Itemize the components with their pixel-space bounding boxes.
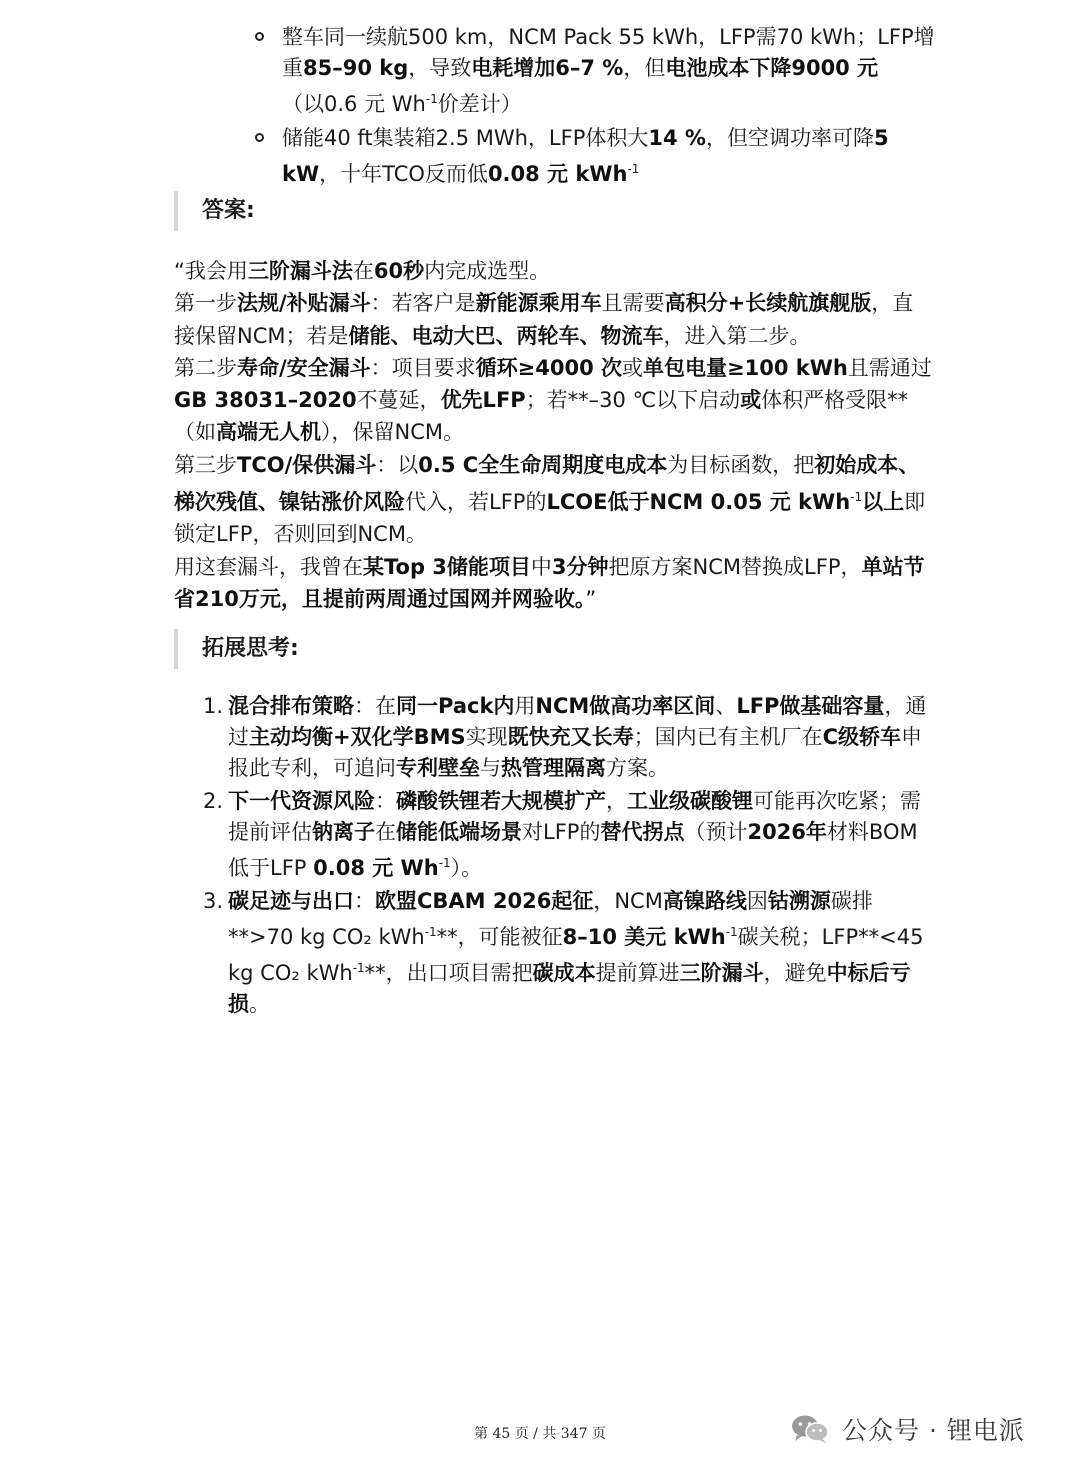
paragraph: 第二步寿命/安全漏斗：项目要求循环≥4000 次或单包电量≥100 kWh且需通过GB 38031–2020不蔓延，优先LFP；若**–30 ℃以下启动或体积严格受限**（如高端无人机），保留NCM。 [174,355,932,445]
paragraph: 第三步TCO/保供漏斗：以0.5 C全生命周期度电成本为目标函数，把初始成本、梯次残值、镍钴涨价风险代入，若LFP的LCOE低于NCM 0.05 元 kWh$^{-1}$以上即锁定LFP，否则回到NCM。 [174,452,926,547]
paragraph: 第一步法规/补贴漏斗：若客户是新能源乘用车且需要高积分+长续航旗舰版，直接保留NCM；若是储能、电动大巴、两轮车、物流车，进入第二步。 [174,291,914,348]
list-number: 2. [203,789,224,813]
circle-bullet-icon [255,32,264,41]
list-item: 1. 混合排布策略：在同一Pack内用NCM做高功率区间、LFP做基础容量，通过主动均衡+双化学BMS实现既快充又长寿；国内已有主机厂在C级轿车申报此专利，可追问专利壁垒与热管理隔离方案。 [203,691,933,784]
list-item: 2. 下一代资源风险：磷酸铁锂若大规模扩产，工业级碳酸锂可能再次吃紧；需提前评估钠离子在储能低端场景对LFP的替代拐点（预计2026年材料BOM低于LFP 0.08 元 $Wh^{-1}$）。 [203,786,933,884]
answer-body [174,255,934,615]
watermark-text: 公众号 · 锂电派 [842,1416,1025,1445]
answer-heading: 答案: [174,191,574,231]
bullet-list [255,22,935,193]
paragraph: “我会用三阶漏斗法在60秒内完成选型。 [174,259,551,283]
paragraph: 用这套漏斗，我曾在某Top 3储能项目中3分钟把原方案NCM替换成LFP，单站节省210万元，且提前两周通过国网并网验收。” [174,554,925,611]
list-item: 储能40 ft集装箱2.5 MWh，LFP体积大14 %，但空调功率可降5 kW，十年TCO反而低0.08 元 kWh$^{-1}$ [255,123,935,190]
extension-list [203,691,933,1022]
list-item: 3. 碳足迹与出口：欧盟CBAM 2026起征，NCM高镍路线因钴溯源碳排**>70 kg CO₂ kWh$^{-1}$**，可能被征8–10 美元 kWh$^{-1}$碳关税；LFP**<45 kg CO₂ kWh$^{-1}$**，出口项目需把碳成本提前算进三阶漏斗，避免中标后亏损。 [203,886,933,1020]
list-number: 1. [203,694,224,718]
watermark [790,1412,1025,1446]
wechat-icon [790,1414,830,1444]
list-number: 3. [203,889,224,913]
list-item: 整车同一续航500 km，NCM Pack 55 kWh，LFP需70 kWh；LFP增重85–90 kg，导致电耗增加6–7 %，但电池成本下降9000 元 （以0.6 元 $Wh^{-1}$价差计） [255,22,935,120]
page-number: 第 45 页 / 共 347 页 [474,1426,606,1442]
circle-bullet-icon [255,133,264,142]
extension-heading: 拓展思考: [174,629,574,669]
